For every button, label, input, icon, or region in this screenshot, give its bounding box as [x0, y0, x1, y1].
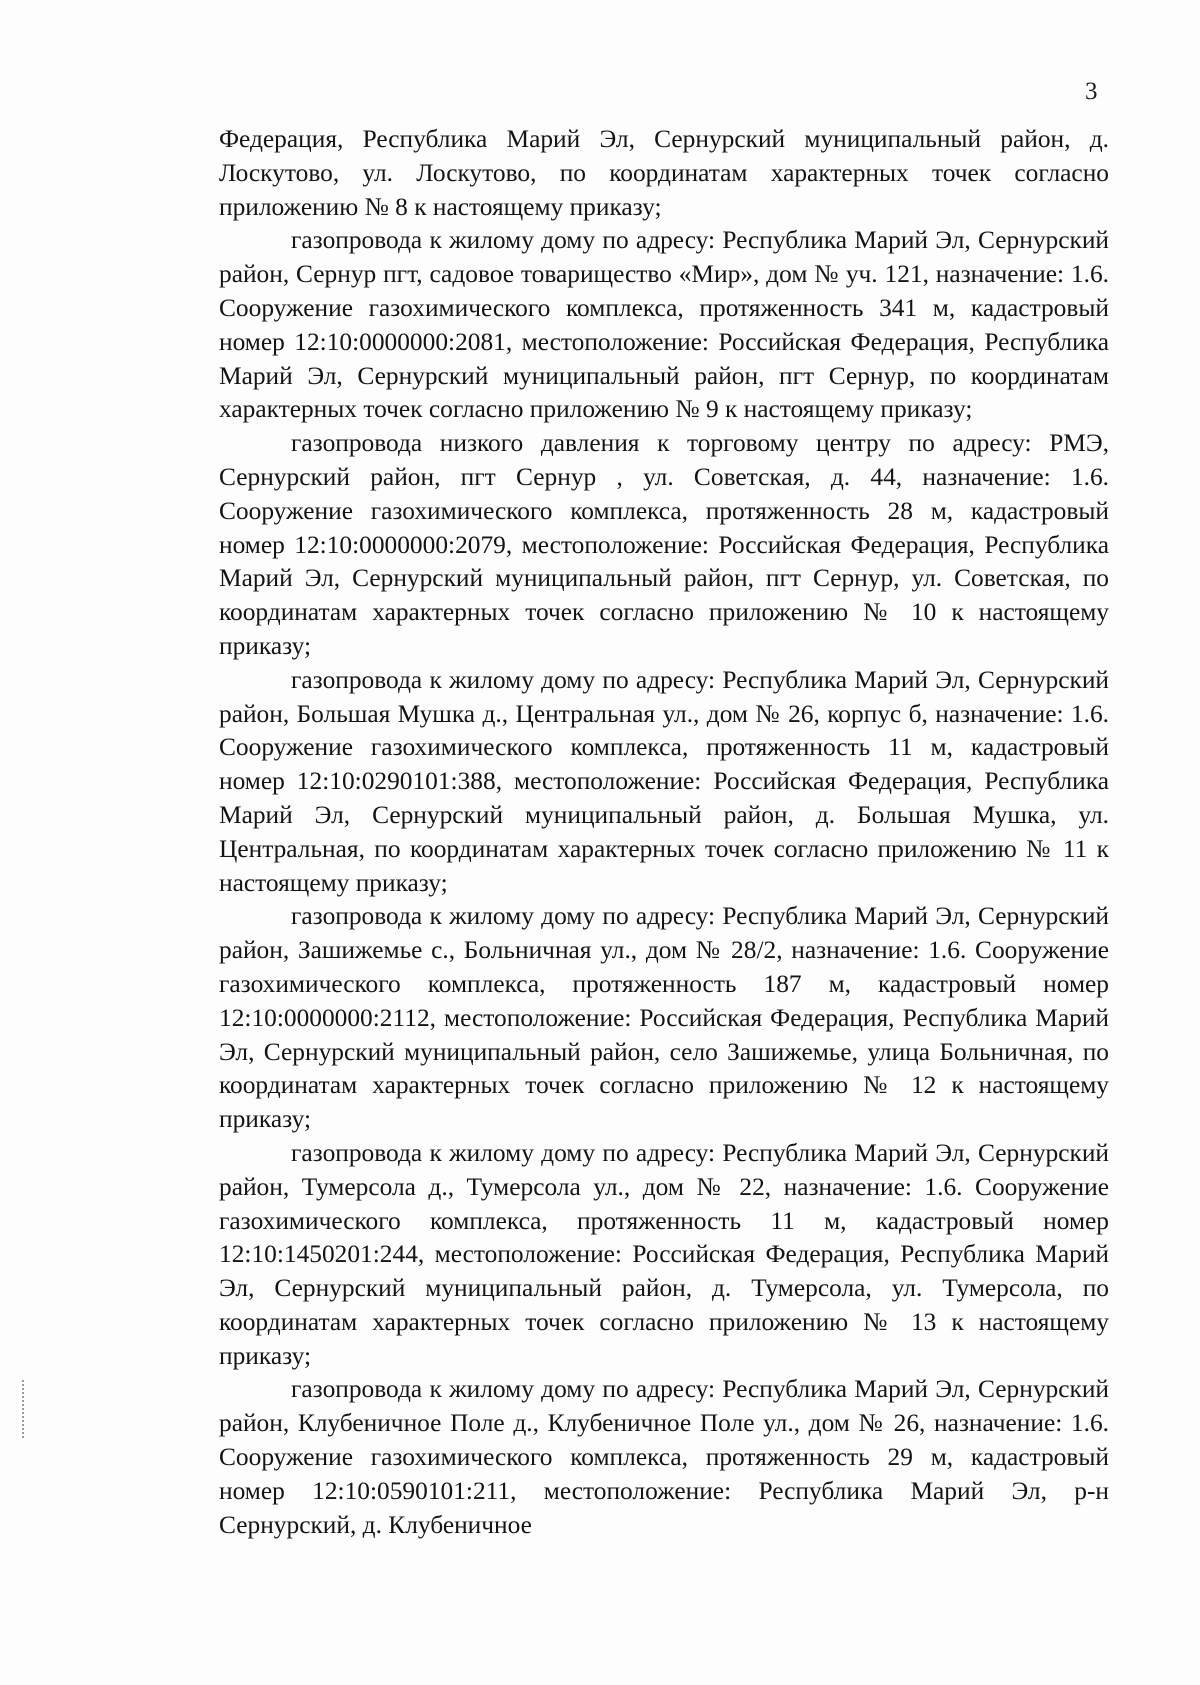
paragraph-gas-pipeline-trade-center: газопровода низкого давления к торговому центру по адресу: РМЭ, Сернурский район, пгт Сернур , ул. Советская, д. 44, назначение: 1.6. Сооружение газохимического комплекса, протяженность 28 м, кадастровый номер 12:10:0000000:2079, местоположение: Российская Федерация, Республика Марий Эл, Сернурский муниципальный район, пгт Сернур, ул. Советская, по координатам характерных точек согласно приложению № 10 к настоящему приказу; [219, 429, 1109, 660]
paragraph-gas-pipeline-zashizhemye: газопровода к жилому дому по адресу: Республика Марий Эл, Сернурский район, Зашижемье с., Больничная ул., дом № 28/2, назначение: 1.6. Сооружение газохимического комплекса, протяженность 187 м, кадастровый номер 12:10:0000000:2112, местоположение: Российская Федерация, Республика Марий Эл, Сернурский муниципальный район, село Зашижемье, улица Больничная, по координатам характерных точек согласно приложению № 12 к настоящему приказу; [219, 902, 1109, 1134]
paragraph-gas-pipeline-tumersola: газопровода к жилому дому по адресу: Республика Марий Эл, Сернурский район, Тумерсола д., Тумерсола ул., дом № 22, назначение: 1.6. Сооружение газохимического комплекса, протяженность 11 м, кадастровый номер 12:10:1450201:244, местоположение: Российская Федерация, Республика Марий Эл, Сернурский муниципальный район, д. Тумерсола, ул. Тумерсола, по координатам характерных точек согласно приложению № 13 к настоящему приказу; [219, 1138, 1109, 1370]
document-body [219, 123, 1109, 1542]
paragraph-continuation: Федерация, Республика Марий Эл, Сернурский муниципальный район, д. Лоскутово, ул. Лоскутово, по координатам характерных точек согласно приложению № 8 к настоящему приказу; [219, 125, 1109, 221]
paragraph-gas-pipeline-mir: газопровода к жилому дому по адресу: Республика Марий Эл, Сернурский район, Сернур пгт, садовое товарищество «Мир», дом № уч. 121, назначение: 1.6. Сооружение газохимического комплекса, протяженность 341 м, кадастровый номер 12:10:0000000:2081, местоположение: Российская Федерация, Республика Марий Эл, Сернурский муниципальный район, пгт Сернур, по координатам характерных точек согласно приложению № 9 к настоящему приказу; [219, 226, 1109, 424]
page-number: 3 [1085, 78, 1098, 105]
paragraph-gas-pipeline-klubenichnoe-pole: газопровода к жилому дому по адресу: Республика Марий Эл, Сернурский район, Клубеничное Поле д., Клубеничное Поле ул., дом № 26, назначение: 1.6. Сооружение газохимического комплекса, протяженность 29 м, кадастровый номер 12:10:0590101:211, местоположение: Республика Марий Эл, р-н Сернурский, д. Клубеничное [219, 1375, 1109, 1539]
paragraph-gas-pipeline-bolshaya-mushka: газопровода к жилому дому по адресу: Республика Марий Эл, Сернурский район, Большая Мушка д., Центральная ул., дом № 26, корпус б, назначение: 1.6. Сооружение газохимического комплекса, протяженность 11 м, кадастровый номер 12:10:0290101:388, местоположение: Российская Федерация, Республика Марий Эл, Сернурский муниципальный район, д. Большая Мушка, ул. Центральная, по координатам характерных точек согласно приложению № 11 к настоящему приказу; [219, 665, 1109, 897]
margin-scan-mark [22, 1380, 26, 1438]
